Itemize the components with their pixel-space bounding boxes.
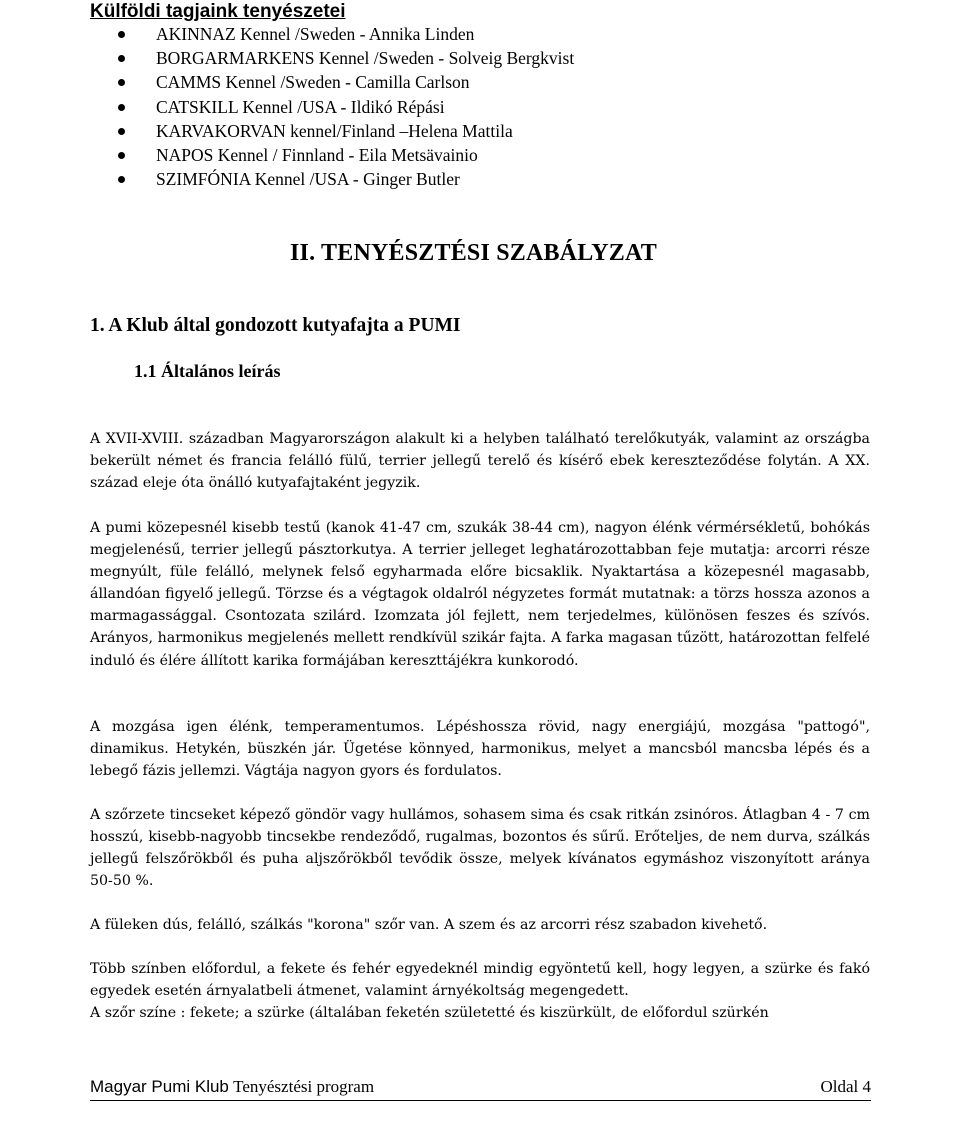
paragraph-coat: A szőrzete tincseket képező göndör vagy hullámos, sohasem sima és csak ritkán zsinóros. Átlagban 4 - 7 cm hosszú, kisebb-nagyobb tincsekbe rendeződő, rugalmas, bozontos és sűrű. Erőteljes, de nem durva, szálkás jellegű felszőrökből és puha aljszőrökből tevődik össze, melyek kívánatos egymáshoz viszonyított aránya 50-50 %. (90, 807, 870, 890)
kennel-list (118, 22, 574, 191)
list-item (118, 95, 574, 119)
foreign-kennels-title: Külföldi tagjaink tenyészetei (90, 1, 346, 22)
footer-divider (90, 1100, 871, 1101)
kennel-entry: AKINNAZ Kennel /Sweden - Annika Linden (156, 24, 475, 44)
paragraph-movement: A mozgása igen élénk, temperamentumos. Lépéshossza rövid, nagy energiájú, mozgása "pattogó", dinamikus. Hetykén, büszkén jár. Ügetése könnyed, harmonikus, melyet a mancsból mancsba lépés és a lebegő fázis jellemzi. Vágtája nagyon gyors és fordulatos. (90, 719, 870, 780)
kennel-entry: SZIMFÓNIA Kennel /USA - Ginger Butler (156, 169, 460, 190)
paragraph-colors: Több színben előfordul, a fekete és fehér egyedeknél mindig egyöntetű kell, hogy legyen, a szürke és fakó egyedek esetén árnyalatbeli átmenet, valamint árnyékoltság megengedett. (90, 961, 870, 1000)
paragraph-ears: A füleken dús, felálló, szálkás "korona" szőr van. A szem és az arcorri rész szabadon kivehető. (90, 917, 768, 933)
bullet-icon (118, 55, 125, 62)
kennel-entry: NAPOS Kennel / Finnland - Eila Metsävainio (156, 144, 478, 165)
bullet-icon (118, 128, 125, 135)
bullet-icon (118, 176, 125, 183)
list-item (118, 46, 574, 70)
section-heading: 1. A Klub által gondozott kutyafajta a PUMI (90, 315, 461, 336)
kennel-entry: CATSKILL Kennel /USA - Ildikó Répási (156, 96, 445, 117)
bullet-icon (118, 152, 125, 159)
list-item (118, 167, 574, 191)
paragraph-history: A XVII-XVIII. században Magyarországon alakult ki a helyben található terelőkutyák, valamint az országba bekerült német és francia felálló fülű, terrier jellegű terelő és kísérő ebek kereszteződése folytán. A XX. század eleje óta önálló kutyafajtaként jegyzik. (90, 431, 870, 492)
list-item (118, 119, 574, 143)
page-footer (90, 1077, 871, 1101)
paragraph-description: A pumi közepesnél kisebb testű (kanok 41-47 cm, szukák 38-44 cm), nagyon élénk vérmérsékletű, bohókás megjelenésű, terrier jellegű pásztorkutya. A terrier jelleget leghatározottabban feje mutatja: arcorri része megnyúlt, füle felálló, melynek felső egyharmada előre bicsaklik. Nyaktartása a közepesnél magasabb, állandóan figyelő jellegű. Törzse és a végtagok oldalról négyzetes formát mutatnak: a törzs hossza azonos a marmagassággal. Csontozata szilárd. Izomzata jól fejlett, nem terjedelmes, különösen feszes és szívós. Arányos, harmonikus megjelenés mellett rendkívül szikár fajta. A farka magasan tűzött, határozottan felfelé induló és élére állított karika formájában kereszttájékra kunkorodó. (90, 520, 870, 669)
bullet-icon (118, 104, 125, 111)
chapter-heading: II. TENYÉSZTÉSI SZABÁLYZAT (290, 240, 657, 266)
kennel-entry: BORGARMARKENS Kennel /Sweden - Solveig Bergkvist (156, 48, 575, 69)
kennel-entry: CAMMS Kennel /Sweden - Camilla Carlson (156, 72, 470, 93)
paragraph-coat-color: A szőr színe : fekete; a szürke (általában feketén születetté és kiszürkült, de előfordul szürkén (90, 1005, 769, 1021)
bullet-icon (118, 79, 125, 86)
bullet-icon (118, 31, 125, 38)
list-item (118, 70, 574, 94)
footer-organization: Magyar Pumi Klub (90, 1077, 229, 1096)
list-item (118, 22, 574, 46)
subsection-heading: 1.1 Általános leírás (134, 361, 281, 381)
footer-page-number: Oldal 4 (820, 1077, 871, 1096)
kennel-entry: KARVAKORVAN kennel/Finland –Helena Mattila (156, 120, 513, 141)
footer-document-title: Tenyésztési program (233, 1077, 375, 1096)
list-item (118, 143, 574, 167)
